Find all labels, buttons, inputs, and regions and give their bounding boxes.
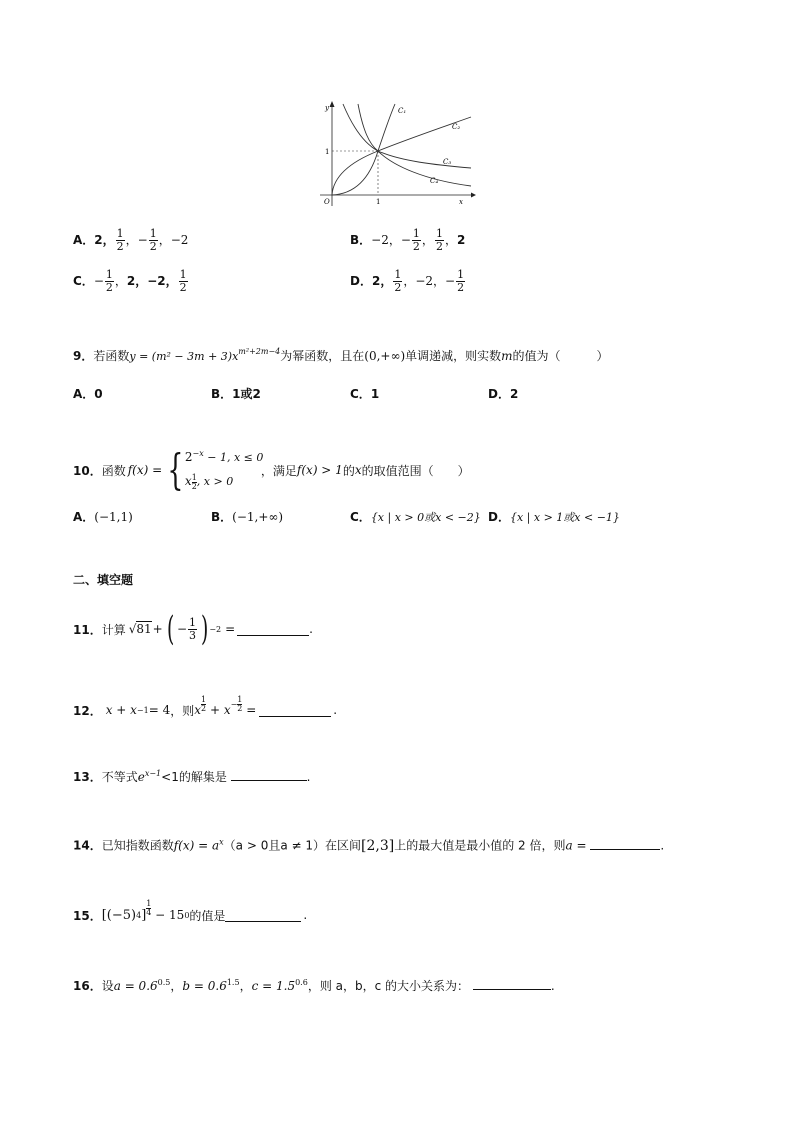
question-number: 12． (73, 703, 102, 718)
q10-option-d[interactable]: D．{x | x > 1或x < −1} (488, 510, 620, 524)
case-1: $2^{-x} - 1$, x ≤ 0 (184, 449, 264, 464)
fraction: $\frac{1}{2}$ (435, 227, 443, 253)
y-axis-label: y (325, 104, 329, 112)
question-14: 14．已知指数函数$f(x) = a^x(a > 0$且a ≠ 1）在区间[2,3]上的最大值是最小值的 2 倍，则a = . (73, 837, 665, 854)
q8-option-c[interactable]: C．− $\frac{1}{2}$ ，2，−2， $\frac{1}{2}$ (73, 268, 187, 294)
q9-option-d[interactable]: D．2 (488, 387, 519, 401)
section-title: 二、填空题 (73, 573, 134, 587)
q10-option-b[interactable]: B．(−1,+∞) (211, 510, 284, 524)
power-function-graph (315, 98, 477, 210)
origin-label: O (324, 198, 330, 206)
x-axis-label: x (459, 198, 463, 206)
option-letter: D． (350, 274, 372, 288)
fraction: $\frac{1}{2}$ (179, 268, 187, 294)
answer-blank[interactable] (237, 623, 309, 636)
question-12: 12． x + x −1 = 4 ，则 x 1 2 + x − $\frac{1}{2}$ = . (73, 694, 338, 718)
question-number: 14． (73, 838, 102, 853)
answer-blank[interactable] (259, 704, 331, 717)
q8-option-a[interactable]: A．2， $\frac{1}{2}$ ，− $\frac{1}{2}$ ，−2 (73, 227, 189, 253)
option-letter: B． (350, 233, 372, 247)
question-number: 9． (73, 349, 94, 363)
q8-option-b[interactable]: B．−2，− $\frac{1}{2}$ ， $\frac{1}{2}$ ，2 (350, 227, 466, 253)
question-9: 9．若函数$y = (m^2 - 3m + 3)x^{m^2+2m-4}$为幂函数，且在(0,+∞)单调递减，则实数m的值为（ ） (73, 347, 609, 363)
curve-label-c3: C₃ (443, 158, 452, 166)
question-16: 16．设$a = 0.6^{0.5}$，$b = 0.6^{1.5}$，$c = 1.5^{0.6}$，则 a，b，c 的大小关系为： . (73, 978, 555, 993)
q10-option-a[interactable]: A．(−1,1) (73, 510, 133, 524)
fraction: $\frac{1}{2}$ (149, 227, 157, 253)
q10-option-c[interactable]: C．{x | x > 0或x < −2} (350, 510, 481, 524)
q9-option-c[interactable]: C．1 (350, 387, 380, 401)
curve-c4 (358, 104, 471, 186)
fraction: $\frac{1}{2}$ (457, 268, 465, 294)
function-name: f(x) = (127, 463, 163, 477)
sqrt-expression: √81 (128, 622, 152, 636)
answer-blank[interactable] (231, 768, 307, 781)
math-expression: y = (m² − 3m + 3)x (129, 350, 239, 363)
piecewise-brace: { (167, 445, 184, 494)
case-2: x $\frac{1}{2}$ , x > 0 (184, 473, 234, 491)
q9-option-b[interactable]: B．1或2 (211, 387, 261, 401)
question-number: 11． (73, 622, 102, 637)
fraction: $\frac{1}{2}$ (116, 227, 124, 253)
piecewise-cases (184, 449, 264, 491)
answer-blank[interactable] (590, 837, 660, 850)
curve-c1 (332, 104, 395, 195)
q8-option-d[interactable]: D．2， $\frac{1}{2}$ ，−2，− $\frac{1}{2}$ (350, 268, 465, 294)
answer-blank[interactable] (473, 977, 551, 990)
x-axis-arrow (471, 193, 476, 198)
question-number: 13． (73, 770, 102, 784)
tick-label-x-1: 1 (376, 198, 381, 206)
y-axis-arrow (330, 101, 335, 107)
fraction: $\frac{1}{2}$ (105, 268, 113, 294)
question-number: 10． (73, 463, 102, 478)
answer-blank[interactable] (225, 909, 301, 922)
question-11: 11． 计算 √81 + ( − $\frac{1}{3}$ ) −2 = . (73, 609, 313, 649)
tick-label-y-1: 1 (325, 148, 330, 156)
option-letter: A． (73, 233, 95, 247)
curve-label-c2: C₂ (452, 123, 461, 131)
option-letter: C． (73, 274, 94, 288)
curve-label-c4: C₄ (430, 177, 439, 185)
question-13: 13．不等式$e^{x-1}<1$的解集是 . (73, 769, 311, 784)
q9-option-a[interactable]: A．0 (73, 387, 103, 401)
question-number: 16． (73, 979, 102, 993)
curve-c2 (332, 117, 471, 195)
fraction: $\frac{1}{2}$ (394, 268, 402, 294)
fraction: $\frac{1}{2}$ (412, 227, 420, 253)
question-15: 15． [(−5) 4 ] 1 4 − 15 0 的值是 . (73, 898, 308, 923)
question-10: 10． 函数 f(x) = { $2^{-x} - 1$, x ≤ 0 x $\frac{1}{2}$ , x > 0 ，满足 f(x) > 1 的 x 的取值范围（ ） (73, 445, 470, 494)
curve-label-c1: C₁ (398, 107, 407, 115)
question-number: 15． (73, 908, 102, 923)
